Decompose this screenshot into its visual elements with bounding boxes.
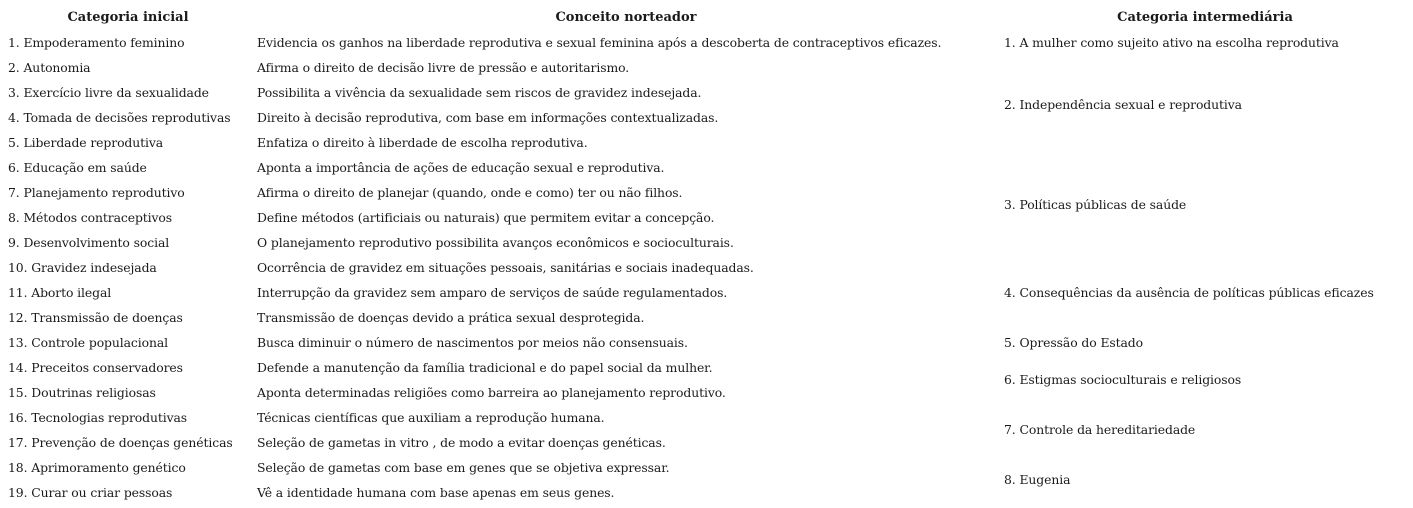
guiding-concept-7: Afirma o direito de planejar (quando, onde e como) ter ou não filhos. <box>257 185 683 200</box>
intermediate-category-5: 5. Opressão do Estado <box>1004 335 1144 350</box>
guiding-concept-18: Seleção de gametas com base em genes que se objetiva expressar. <box>257 460 670 475</box>
intermediate-category-3: 3. Políticas públicas de saúde <box>1004 197 1187 212</box>
guiding-concept-13: Busca diminuir o número de nascimentos por meios não consensuais. <box>257 335 688 350</box>
initial-category-16: 16. Tecnologias reprodutivas <box>8 410 188 425</box>
initial-category-10: 10. Gravidez indesejada <box>8 260 157 275</box>
header-initial-category: Categoria inicial <box>67 10 189 25</box>
guiding-concept-2: Afirma o direito de decisão livre de pressão e autoritarismo. <box>257 60 630 75</box>
guiding-concept-12: Transmissão de doenças devido a prática sexual desprotegida. <box>257 310 645 325</box>
intermediate-category-7: 7. Controle da hereditariedade <box>1004 422 1196 437</box>
intermediate-category-8: 8. Eugenia <box>1004 472 1071 487</box>
intermediate-category-4: 4. Consequências da ausência de políticas públicas eficazes <box>1004 285 1374 300</box>
initial-category-13: 13. Controle populacional <box>8 335 169 350</box>
initial-category-17: 17. Prevenção de doenças genéticas <box>8 435 233 450</box>
guiding-concept-14: Defende a manutenção da família tradicional e do papel social da mulher. <box>257 360 713 375</box>
guiding-concept-5: Enfatiza o direito à liberdade de escolha reprodutiva. <box>257 135 588 150</box>
guiding-concept-16: Técnicas científicas que auxiliam a reprodução humana. <box>257 410 605 425</box>
initial-category-7: 7. Planejamento reprodutivo <box>8 185 185 200</box>
guiding-concept-17: Seleção de gametas in vitro , de modo a evitar doenças genéticas. <box>257 435 666 450</box>
initial-category-5: 5. Liberdade reprodutiva <box>8 135 164 150</box>
initial-category-1: 1. Empoderamento feminino <box>8 35 185 50</box>
intermediate-category-1: 1. A mulher como sujeito ativo na escolha reprodutiva <box>1004 35 1339 50</box>
initial-category-2: 2. Autonomia <box>8 60 91 75</box>
initial-category-12: 12. Transmissão de doenças <box>8 310 183 325</box>
guiding-concept-3: Possibilita a vivência da sexualidade sem riscos de gravidez indesejada. <box>257 85 702 100</box>
intermediate-category-6: 6. Estigmas socioculturais e religiosos <box>1004 372 1242 387</box>
guiding-concept-11: Interrupção da gravidez sem amparo de serviços de saúde regulamentados. <box>257 285 728 300</box>
initial-category-4: 4. Tomada de decisões reprodutivas <box>8 110 231 125</box>
guiding-concept-8: Define métodos (artificiais ou naturais) que permitem evitar a concepção. <box>257 210 715 225</box>
header-intermediate-category: Categoria intermediária <box>1117 10 1293 25</box>
initial-category-9: 9. Desenvolvimento social <box>8 235 170 250</box>
initial-category-6: 6. Educação em saúde <box>8 160 147 175</box>
initial-category-11: 11. Aborto ilegal <box>8 285 112 300</box>
guiding-concept-1: Evidencia os ganhos na liberdade reprodutiva e sexual feminina após a descoberta de contraceptivos eficazes. <box>257 35 942 50</box>
guiding-concept-15: Aponta determinadas religiões como barreira ao planejamento reprodutivo. <box>257 385 726 400</box>
guiding-concept-9: O planejamento reprodutivo possibilita avanços econômicos e socioculturais. <box>257 235 734 250</box>
guiding-concept-6: Aponta a importância de ações de educação sexual e reprodutiva. <box>257 160 665 175</box>
initial-category-3: 3. Exercício livre da sexualidade <box>8 85 209 100</box>
initial-category-15: 15. Doutrinas religiosas <box>8 385 156 400</box>
initial-category-8: 8. Métodos contraceptivos <box>8 210 173 225</box>
intermediate-category-2: 2. Independência sexual e reprodutiva <box>1004 97 1242 112</box>
initial-category-14: 14. Preceitos conservadores <box>8 360 183 375</box>
guiding-concept-10: Ocorrência de gravidez em situações pessoais, sanitárias e sociais inadequadas. <box>257 260 754 275</box>
guiding-concept-19: Vê a identidade humana com base apenas em seus genes. <box>257 485 615 500</box>
guiding-concept-4: Direito à decisão reprodutiva, com base em informações contextualizadas. <box>257 110 719 125</box>
header-guiding-concept: Conceito norteador <box>555 10 697 25</box>
initial-category-19: 19. Curar ou criar pessoas <box>8 485 173 500</box>
initial-category-18: 18. Aprimoramento genético <box>8 460 186 475</box>
